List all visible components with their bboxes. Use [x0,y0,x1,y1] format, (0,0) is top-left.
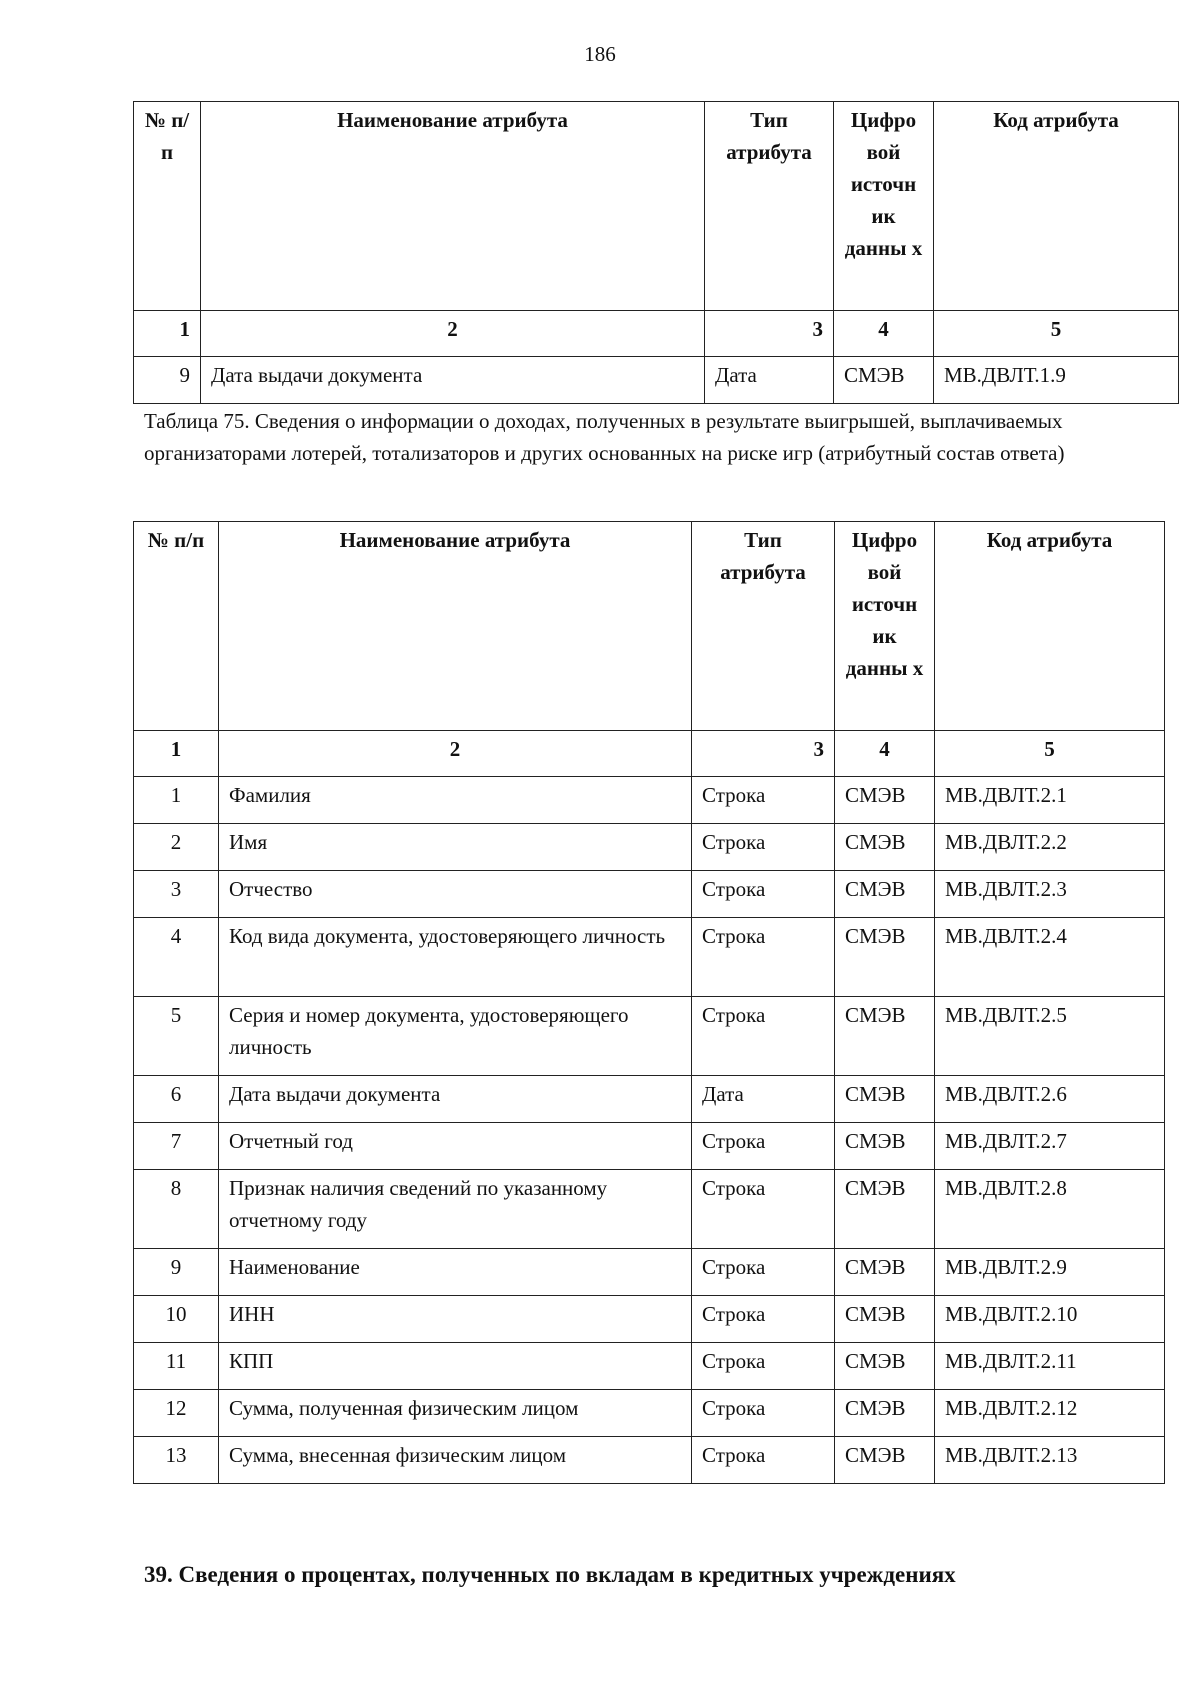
row-num: 8 [134,1170,219,1249]
header-name: Наименование атрибута [201,102,705,311]
column-number-row [134,311,1179,357]
col-number: 1 [134,311,201,357]
col-number: 2 [219,731,692,777]
header-source: Цифро вой источн ик данны х [834,102,934,311]
header-source: Цифро вой источн ик данны х [835,522,935,731]
table-row [134,1296,1165,1343]
row-source: СМЭВ [835,1437,935,1484]
row-name: Дата выдачи документа [201,357,705,404]
col-number: 5 [934,311,1179,357]
row-type: Дата [705,357,834,404]
row-num: 5 [134,997,219,1076]
row-source: СМЭВ [835,777,935,824]
table-row [134,997,1165,1076]
row-name: Фамилия [219,777,692,824]
row-code: МВ.ДВЛТ.2.10 [935,1296,1165,1343]
row-type: Дата [692,1076,835,1123]
table-row [134,871,1165,918]
table-row [134,1249,1165,1296]
row-num: 7 [134,1123,219,1170]
row-num: 6 [134,1076,219,1123]
row-num: 13 [134,1437,219,1484]
row-source: СМЭВ [835,1170,935,1249]
row-source: СМЭВ [835,824,935,871]
row-source: СМЭВ [835,1343,935,1390]
row-type: Строка [692,1123,835,1170]
row-name: ИНН [219,1296,692,1343]
row-type: Строка [692,1249,835,1296]
row-type: Строка [692,824,835,871]
row-source: СМЭВ [835,1123,935,1170]
row-type: Строка [692,1170,835,1249]
row-source: СМЭВ [835,997,935,1076]
row-code: МВ.ДВЛТ.1.9 [934,357,1179,404]
row-name: Код вида документа, удостоверяющего личность [219,918,692,997]
row-type: Строка [692,871,835,918]
header-num: № п/п [134,522,219,731]
row-type: Строка [692,1437,835,1484]
table-row [134,918,1165,997]
table-row [134,1343,1165,1390]
row-code: МВ.ДВЛТ.2.11 [935,1343,1165,1390]
row-source: СМЭВ [835,871,935,918]
header-code: Код атрибута [935,522,1165,731]
row-name: Имя [219,824,692,871]
row-name: Серия и номер документа, удостоверяющего личность [219,997,692,1076]
row-code: МВ.ДВЛТ.2.1 [935,777,1165,824]
row-source: СМЭВ [835,1390,935,1437]
col-number: 5 [935,731,1165,777]
row-source: СМЭВ [835,918,935,997]
row-code: МВ.ДВЛТ.2.6 [935,1076,1165,1123]
row-num: 1 [134,777,219,824]
row-type: Строка [692,997,835,1076]
col-number: 2 [201,311,705,357]
table-row [134,777,1165,824]
row-type: Строка [692,1390,835,1437]
row-type: Строка [692,777,835,824]
table-row [134,1076,1165,1123]
row-source: СМЭВ [835,1076,935,1123]
row-num: 11 [134,1343,219,1390]
row-source: СМЭВ [834,357,934,404]
table-row [134,824,1165,871]
row-code: МВ.ДВЛТ.2.2 [935,824,1165,871]
header-name: Наименование атрибута [219,522,692,731]
table-caption: Таблица 75. Сведения о информации о доходах, полученных в результате выигрышей, выплачиваемых организаторами лотерей, тотализаторов и других основанных на риске игр (атрибутный состав ответа) [144,409,1065,465]
row-code: МВ.ДВЛТ.2.13 [935,1437,1165,1484]
row-code: МВ.ДВЛТ.2.9 [935,1249,1165,1296]
attribute-table-continued [133,101,1179,404]
row-type: Строка [692,918,835,997]
row-source: СМЭВ [835,1296,935,1343]
row-name: Признак наличия сведений по указанному отчетному году [219,1170,692,1249]
row-code: МВ.ДВЛТ.2.7 [935,1123,1165,1170]
row-code: МВ.ДВЛТ.2.8 [935,1170,1165,1249]
row-name: Сумма, полученная физическим лицом [219,1390,692,1437]
row-code: МВ.ДВЛТ.2.12 [935,1390,1165,1437]
col-number: 4 [834,311,934,357]
header-code: Код атрибута [934,102,1179,311]
row-num: 4 [134,918,219,997]
table-row [134,1123,1165,1170]
row-num: 3 [134,871,219,918]
section-heading: 39. Сведения о процентах, полученных по вкладам в кредитных учреждениях [144,1562,956,1587]
attribute-table-75 [133,521,1165,1484]
table-row [134,1170,1165,1249]
table-header-row [134,102,1179,311]
col-number: 4 [835,731,935,777]
row-name: Сумма, внесенная физическим лицом [219,1437,692,1484]
col-number: 3 [705,311,834,357]
table-row [134,1390,1165,1437]
header-type: Тип атрибута [705,102,834,311]
row-source: СМЭВ [835,1249,935,1296]
page-number: 186 [584,42,616,66]
row-type: Строка [692,1343,835,1390]
col-number: 3 [692,731,835,777]
row-name: Отчество [219,871,692,918]
row-code: МВ.ДВЛТ.2.5 [935,997,1165,1076]
header-num: № п/п [134,102,201,311]
row-num: 10 [134,1296,219,1343]
row-num: 12 [134,1390,219,1437]
table-row [134,357,1179,404]
table-row [134,1437,1165,1484]
row-name: Дата выдачи документа [219,1076,692,1123]
row-code: МВ.ДВЛТ.2.4 [935,918,1165,997]
row-num: 9 [134,1249,219,1296]
header-type: Тип атрибута [692,522,835,731]
row-name: Отчетный год [219,1123,692,1170]
row-num: 9 [134,357,201,404]
row-type: Строка [692,1296,835,1343]
row-code: МВ.ДВЛТ.2.3 [935,871,1165,918]
row-name: Наименование [219,1249,692,1296]
table-header-row [134,522,1165,731]
row-name: КПП [219,1343,692,1390]
row-num: 2 [134,824,219,871]
column-number-row [134,731,1165,777]
col-number: 1 [134,731,219,777]
